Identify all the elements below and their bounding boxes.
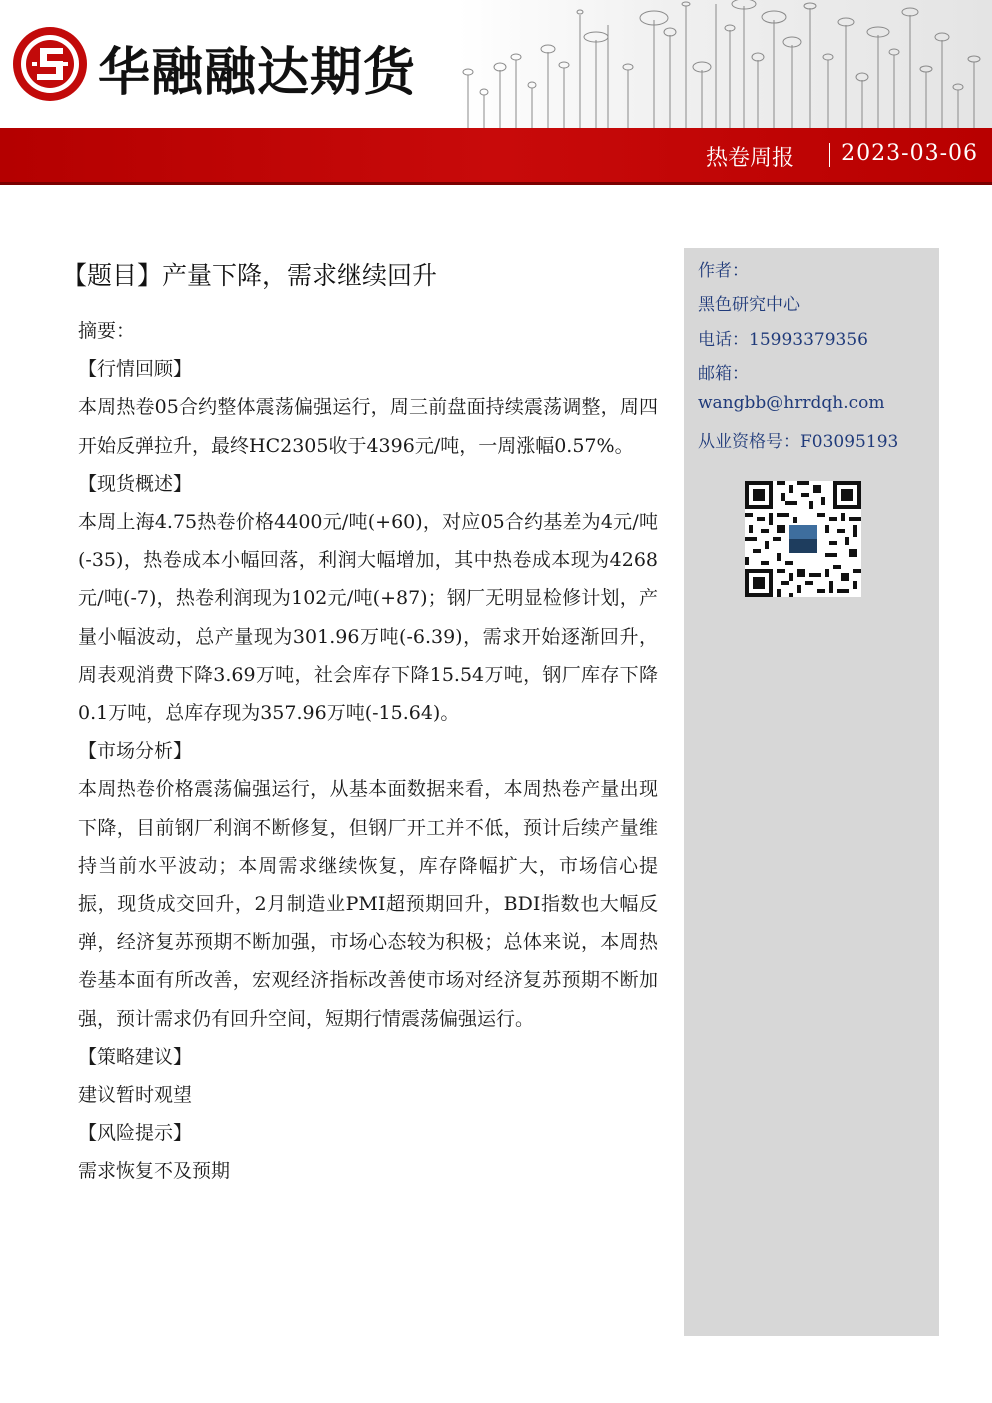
- report-type: 热卷周报: [705, 146, 794, 171]
- qr-code-icon: [745, 481, 861, 597]
- section-text: 本周上海4.75热卷价格4400元/吨(+60)，对应05合约基差为4元/吨(-35)，热卷成本小幅回落，利润大幅增加，其中热卷成本现为4268元/吨(-7)，热卷利润现为102元/吨(+87)；钢厂无明显检修计划，产量小幅波动，总产量现为301.96万吨(-6.39)，需求开始逐渐回升，周表观消费下降3.69万吨，社会库存下降15.54万吨，钢厂库存下降0.1万吨，总库存现为357.96万吨(-15.64)。: [78, 511, 658, 725]
- section-heading: 【行情回顾】: [78, 358, 193, 381]
- author-license: 从业资格号：F03095193: [698, 432, 899, 452]
- company-logo-icon: [10, 24, 90, 104]
- author-label: 作者：: [698, 261, 749, 281]
- report-body: [78, 312, 658, 1191]
- author-sidebar: [684, 248, 939, 1336]
- author-email[interactable]: wangbb@hrrdqh.com: [698, 393, 885, 413]
- report-date: 2023-03-06: [841, 141, 978, 166]
- report-title: 【题目】产量下降，需求继续回升: [62, 261, 438, 290]
- section-heading: 【策略建议】: [78, 1045, 193, 1068]
- report-header: [0, 0, 992, 185]
- header-decoration: [458, 0, 992, 128]
- section-text: 建议暂时观望: [78, 1084, 193, 1107]
- banner-divider: [829, 143, 830, 167]
- author-department: 黑色研究中心: [698, 295, 800, 315]
- section-text: 需求恢复不及预期: [78, 1160, 231, 1183]
- section-heading: 【市场分析】: [78, 740, 193, 763]
- email-label: 邮箱：: [698, 364, 749, 384]
- summary-label: 摘要：: [78, 320, 136, 342]
- company-name: 华融融达期货: [98, 43, 417, 103]
- author-phone: 电话：15993379356: [698, 330, 868, 350]
- section-text: 本周热卷价格震荡偏强运行，从基本面数据来看，本周热卷产量出现下降，目前钢厂利润不断修复，但钢厂开工并不低，预计后续产量维持当前水平波动；本周需求继续恢复，库存降幅扩大，市场信心提振，现货成交回升，2月制造业PMI超预期回升，BDI指数也大幅反弹，经济复苏预期不断加强，市场心态较为积极；总体来说，本周热卷基本面有所改善，宏观经济指标改善使市场对经济复苏预期不断加强，预计需求仍有回升空间，短期行情震荡偏强运行。: [78, 778, 658, 1030]
- section-heading: 【现货概述】: [78, 472, 193, 495]
- section-heading: 【风险提示】: [78, 1122, 193, 1145]
- section-text: 本周热卷05合约整体震荡偏强运行，周三前盘面持续震荡调整，周四开始反弹拉升，最终HC2305收于4396元/吨，一周涨幅0.57%。: [78, 396, 658, 457]
